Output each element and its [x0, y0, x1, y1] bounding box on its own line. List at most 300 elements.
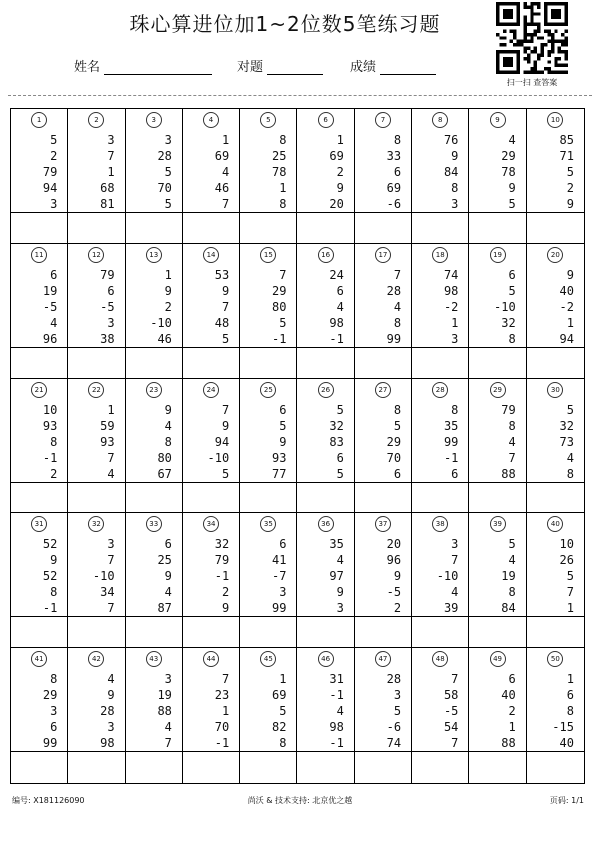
- answer-box[interactable]: [527, 752, 584, 783]
- addend-value: 8: [50, 585, 58, 600]
- addend-value: 99: [272, 601, 287, 616]
- addend-value: 3: [451, 197, 459, 211]
- addend-value: 5: [336, 402, 344, 417]
- addend-value: 93: [42, 418, 58, 433]
- problem-cell: [412, 244, 469, 379]
- addend-value: 7: [566, 585, 574, 600]
- problem-cell: [527, 244, 584, 379]
- addend-value: -15: [552, 720, 574, 735]
- problem-cell: [126, 648, 183, 783]
- addend-value: -6: [386, 720, 402, 735]
- addend-value: 6: [279, 402, 287, 417]
- score-blank-line[interactable]: [380, 60, 436, 75]
- addend-value: -1: [443, 450, 459, 465]
- answer-box[interactable]: [412, 483, 468, 513]
- addend-list: [43, 132, 57, 212]
- addend-list: [444, 402, 458, 482]
- addend-value: 1: [566, 601, 574, 616]
- problem-cell: [126, 513, 183, 648]
- problem-cell: [469, 379, 526, 514]
- addend-value: 6: [50, 267, 58, 282]
- answer-box[interactable]: [11, 483, 67, 513]
- problem-cell: [240, 379, 297, 514]
- addend-value: 9: [221, 283, 230, 298]
- problem-cell: [126, 379, 183, 514]
- answer-box[interactable]: [11, 213, 67, 243]
- addend-value: 28: [157, 149, 172, 163]
- addend-value: 98: [329, 720, 344, 735]
- addend-list: [100, 132, 114, 212]
- problem-cell: [68, 109, 125, 244]
- qr-code-icon: [496, 2, 568, 74]
- problem-cell: [527, 109, 584, 244]
- addend-value: 6: [336, 283, 344, 298]
- answer-box[interactable]: [11, 752, 67, 783]
- score-field[interactable]: [350, 56, 436, 75]
- addend-value: -1: [42, 601, 58, 616]
- addend-list: [560, 536, 574, 616]
- problem-number-badge: 7: [375, 112, 391, 128]
- addend-value: 9: [393, 569, 402, 584]
- addend-value: 1: [508, 720, 516, 735]
- addend-value: 5: [393, 704, 402, 719]
- addend-value: 24: [329, 267, 344, 282]
- answer-box[interactable]: [527, 483, 584, 513]
- problem-number-badge: 33: [146, 516, 162, 532]
- addend-value: 97: [329, 569, 344, 584]
- problem-number-badge: 17: [375, 247, 391, 263]
- addend-value: 6: [279, 537, 287, 552]
- addend-list: [387, 132, 401, 212]
- addend-value: 1: [566, 672, 574, 687]
- addend-value: -10: [494, 299, 516, 314]
- problem-cell: [126, 244, 183, 379]
- answer-box[interactable]: [527, 617, 584, 647]
- problem-cell: [68, 513, 125, 648]
- cut-line-divider: [8, 95, 592, 96]
- addend-value: -5: [443, 704, 459, 719]
- addend-value: 4: [508, 434, 516, 449]
- correct-count-field[interactable]: [237, 56, 323, 75]
- addend-value: 9: [50, 553, 58, 568]
- addend-value: 28: [100, 704, 115, 719]
- addend-list: [272, 267, 286, 347]
- addend-value: 69: [272, 688, 287, 703]
- addend-value: 5: [279, 704, 287, 719]
- addend-value: 46: [214, 181, 230, 195]
- addend-list: [100, 267, 114, 347]
- problem-cell: [11, 244, 68, 379]
- name-blank-line[interactable]: [104, 60, 212, 75]
- addend-value: 94: [42, 181, 58, 195]
- addend-value: 4: [107, 672, 115, 687]
- addend-value: 94: [559, 331, 574, 346]
- addend-value: -5: [100, 299, 115, 314]
- addend-list: [329, 402, 343, 482]
- answer-box[interactable]: [469, 348, 525, 378]
- addend-value: 93: [100, 434, 115, 449]
- addend-value: 8: [393, 315, 402, 330]
- addend-value: 3: [164, 672, 172, 687]
- problem-cell: [412, 513, 469, 648]
- addend-value: 4: [566, 450, 574, 465]
- addend-value: 76: [443, 133, 459, 147]
- addend-value: 9: [451, 149, 459, 163]
- addend-value: 6: [164, 537, 172, 552]
- addend-list: [387, 402, 401, 482]
- problem-cell: [469, 513, 526, 648]
- addend-value: 2: [50, 149, 58, 163]
- addend-list: [43, 671, 57, 751]
- addend-value: -7: [272, 569, 287, 584]
- problem-number-badge: 48: [432, 651, 448, 667]
- addend-value: 10: [42, 402, 58, 417]
- addend-value: -10: [150, 315, 172, 330]
- addend-value: 2: [508, 704, 516, 719]
- answer-box[interactable]: [240, 617, 296, 647]
- addend-value: 46: [157, 331, 172, 346]
- answer-box[interactable]: [297, 617, 353, 647]
- addend-value: 1: [221, 704, 230, 719]
- answer-box[interactable]: [11, 348, 67, 378]
- answer-box[interactable]: [68, 752, 124, 783]
- addend-list: [387, 536, 401, 616]
- addend-value: -1: [214, 569, 230, 584]
- answer-box[interactable]: [183, 617, 239, 647]
- footer-page-number: 页码: 1/1: [549, 796, 584, 805]
- addend-value: 1: [107, 402, 115, 417]
- answer-box[interactable]: [355, 483, 411, 513]
- addend-value: 82: [272, 720, 287, 735]
- problem-number-badge: 39: [490, 516, 506, 532]
- addend-value: 5: [336, 466, 344, 481]
- addend-value: 32: [214, 537, 230, 552]
- addend-list: [501, 402, 515, 482]
- problem-number-badge: 28: [432, 382, 448, 398]
- answer-box[interactable]: [297, 483, 353, 513]
- answer-box[interactable]: [527, 213, 584, 243]
- addend-value: 58: [443, 688, 459, 703]
- answer-box[interactable]: [68, 483, 124, 513]
- addend-value: 7: [221, 299, 230, 314]
- addend-value: 19: [42, 283, 58, 298]
- answer-box[interactable]: [240, 752, 296, 783]
- correct-count-blank-line[interactable]: [267, 60, 323, 75]
- addend-list: [150, 267, 172, 347]
- addend-value: 53: [214, 267, 230, 282]
- addend-value: 4: [508, 133, 516, 147]
- answer-box[interactable]: [126, 348, 182, 378]
- problem-cell: [11, 109, 68, 244]
- problem-cell: [355, 109, 412, 244]
- addend-value: 1: [566, 315, 574, 330]
- addend-list: [552, 671, 574, 751]
- answer-box[interactable]: [469, 213, 525, 243]
- problem-number-badge: 21: [31, 382, 47, 398]
- answer-box[interactable]: [469, 752, 525, 783]
- problem-cell: [240, 244, 297, 379]
- addend-value: 29: [42, 688, 58, 703]
- problem-cell: [68, 648, 125, 783]
- answer-box[interactable]: [240, 483, 296, 513]
- addend-value: 3: [164, 133, 172, 147]
- addend-value: 68: [100, 181, 115, 195]
- addend-value: 6: [508, 267, 516, 282]
- addend-value: 28: [386, 283, 402, 298]
- addend-value: 31: [329, 672, 344, 687]
- addend-value: 9: [336, 585, 344, 600]
- addend-value: 8: [451, 181, 459, 195]
- addend-value: 8: [279, 736, 287, 751]
- addend-value: 6: [50, 720, 58, 735]
- problem-number-badge: 47: [375, 651, 391, 667]
- addend-value: 59: [100, 418, 115, 433]
- addend-value: 70: [214, 720, 230, 735]
- addend-value: 8: [566, 704, 574, 719]
- addend-value: -10: [92, 569, 115, 584]
- addend-value: -5: [386, 585, 402, 600]
- answer-box[interactable]: [240, 348, 296, 378]
- addend-list: [208, 402, 230, 482]
- problem-number-badge: 24: [203, 382, 219, 398]
- addend-value: 80: [157, 450, 172, 465]
- addend-list: [272, 402, 286, 482]
- addend-value: 99: [443, 434, 459, 449]
- addend-value: 4: [107, 466, 115, 481]
- answer-box[interactable]: [412, 752, 468, 783]
- addend-list: [501, 671, 515, 751]
- answer-box[interactable]: [11, 617, 67, 647]
- addend-list: [444, 671, 458, 751]
- page-title: 珠心算进位加1~2位数5笔练习题: [129, 12, 441, 36]
- problem-cell: [297, 244, 354, 379]
- answer-box[interactable]: [412, 348, 468, 378]
- addend-value: 98: [100, 736, 115, 751]
- problem-cell: [68, 379, 125, 514]
- addend-list: [329, 267, 343, 347]
- problem-cell: [183, 379, 240, 514]
- problem-number-badge: 1: [31, 112, 47, 128]
- addend-value: 77: [272, 466, 287, 481]
- addend-value: 99: [42, 736, 58, 751]
- answer-box[interactable]: [126, 483, 182, 513]
- answer-box[interactable]: [355, 213, 411, 243]
- addend-value: 19: [157, 688, 172, 703]
- addend-value: 6: [107, 283, 115, 298]
- answer-box[interactable]: [68, 617, 124, 647]
- answer-box[interactable]: [183, 213, 239, 243]
- addend-value: 5: [164, 165, 172, 179]
- addend-value: 79: [42, 165, 58, 179]
- addend-value: 4: [336, 299, 344, 314]
- problem-grid: [10, 108, 585, 784]
- addend-value: 40: [501, 688, 516, 703]
- problem-cell: [527, 379, 584, 514]
- problem-cell: [297, 109, 354, 244]
- addend-value: 3: [107, 133, 115, 147]
- addend-value: 33: [386, 149, 402, 163]
- addend-list: [157, 671, 171, 751]
- addend-value: 8: [164, 434, 172, 449]
- addend-value: 85: [559, 133, 574, 147]
- addend-value: 41: [272, 553, 287, 568]
- addend-value: 71: [559, 149, 574, 163]
- addend-value: 8: [393, 402, 402, 417]
- problem-number-badge: 34: [203, 516, 219, 532]
- name-field[interactable]: [74, 56, 212, 75]
- answer-box[interactable]: [469, 483, 525, 513]
- addend-list: [494, 267, 516, 347]
- addend-value: 1: [164, 267, 172, 282]
- problem-number-badge: 26: [318, 382, 334, 398]
- addend-value: -1: [42, 450, 58, 465]
- addend-value: 23: [214, 688, 230, 703]
- footer-code: 编号: X181126090: [12, 796, 85, 805]
- addend-value: 4: [336, 553, 344, 568]
- problem-cell: [469, 648, 526, 783]
- answer-box[interactable]: [355, 752, 411, 783]
- addend-value: 6: [508, 672, 516, 687]
- answer-box[interactable]: [183, 752, 239, 783]
- answer-box[interactable]: [183, 348, 239, 378]
- addend-value: 79: [501, 402, 516, 417]
- problem-cell: [469, 244, 526, 379]
- addend-list: [215, 267, 229, 347]
- addend-value: 35: [329, 537, 344, 552]
- problem-number-badge: 2: [88, 112, 104, 128]
- problem-number-badge: 16: [318, 247, 334, 263]
- addend-value: -1: [329, 688, 344, 703]
- answer-box[interactable]: [355, 348, 411, 378]
- addend-list: [272, 536, 286, 616]
- addend-value: 70: [157, 181, 172, 195]
- problem-cell: [240, 513, 297, 648]
- addend-value: 2: [221, 585, 230, 600]
- addend-value: 5: [393, 418, 402, 433]
- addend-value: 9: [221, 601, 230, 616]
- addend-value: 98: [443, 283, 459, 298]
- addend-value: 4: [508, 553, 516, 568]
- addend-value: 19: [501, 569, 516, 584]
- answer-box[interactable]: [240, 213, 296, 243]
- addend-value: 29: [386, 434, 402, 449]
- addend-value: 9: [221, 418, 230, 433]
- addend-value: 87: [157, 601, 172, 616]
- addend-list: [215, 132, 229, 212]
- addend-list: [93, 536, 115, 616]
- problem-number-badge: 13: [146, 247, 162, 263]
- answer-box[interactable]: [126, 617, 182, 647]
- addend-value: 98: [329, 315, 344, 330]
- addend-value: 9: [508, 181, 516, 195]
- problem-number-badge: 49: [490, 651, 506, 667]
- addend-list: [560, 267, 574, 347]
- addend-list: [501, 536, 515, 616]
- addend-value: 1: [279, 181, 287, 195]
- addend-value: 20: [329, 197, 344, 211]
- name-label: 姓名: [74, 60, 101, 75]
- problem-number-badge: 3: [146, 112, 162, 128]
- answer-box[interactable]: [297, 752, 353, 783]
- addend-value: -1: [214, 736, 230, 751]
- answer-box[interactable]: [183, 483, 239, 513]
- problem-cell: [355, 513, 412, 648]
- addend-value: 1: [279, 672, 287, 687]
- addend-value: 9: [336, 181, 344, 195]
- answer-box[interactable]: [126, 213, 182, 243]
- problem-cell: [412, 379, 469, 514]
- addend-value: 54: [443, 720, 459, 735]
- addend-value: 7: [279, 267, 287, 282]
- addend-value: 74: [386, 736, 402, 751]
- problem-cell: [297, 513, 354, 648]
- addend-value: 9: [164, 569, 172, 584]
- addend-value: 7: [221, 672, 230, 687]
- addend-list: [215, 671, 229, 751]
- problem-number-badge: 45: [260, 651, 276, 667]
- addend-list: [272, 671, 286, 751]
- answer-box[interactable]: [469, 617, 525, 647]
- addend-value: 99: [386, 331, 402, 346]
- problem-number-badge: 30: [547, 382, 563, 398]
- addend-value: 8: [566, 466, 574, 481]
- answer-box[interactable]: [412, 213, 468, 243]
- addend-value: 8: [393, 133, 402, 147]
- addend-value: 1: [221, 133, 230, 147]
- addend-value: 39: [443, 601, 459, 616]
- footer-support: 尚沃 & 技术支持: 北京优之越: [247, 796, 353, 805]
- addend-value: 5: [566, 165, 574, 179]
- problem-number-badge: 22: [88, 382, 104, 398]
- problem-number-badge: 9: [490, 112, 506, 128]
- addend-value: 7: [451, 736, 459, 751]
- addend-value: 32: [559, 418, 574, 433]
- addend-value: 52: [42, 537, 58, 552]
- addend-value: 35: [443, 418, 459, 433]
- answer-box[interactable]: [412, 617, 468, 647]
- answer-box[interactable]: [527, 348, 584, 378]
- addend-value: 5: [221, 331, 230, 346]
- problem-cell: [412, 648, 469, 783]
- addend-value: 40: [559, 283, 574, 298]
- answer-box[interactable]: [297, 348, 353, 378]
- addend-value: 3: [107, 720, 115, 735]
- addend-value: 79: [100, 267, 115, 282]
- addend-value: 1: [336, 133, 344, 147]
- problem-cell: [527, 513, 584, 648]
- problem-number-badge: 40: [547, 516, 563, 532]
- addend-value: 93: [272, 450, 287, 465]
- addend-value: 83: [329, 434, 344, 449]
- addend-value: 5: [221, 466, 230, 481]
- addend-value: 3: [279, 585, 287, 600]
- addend-value: 3: [336, 601, 344, 616]
- answer-box[interactable]: [355, 617, 411, 647]
- addend-value: 4: [336, 704, 344, 719]
- answer-box[interactable]: [68, 348, 124, 378]
- answer-box[interactable]: [297, 213, 353, 243]
- addend-value: 5: [508, 283, 516, 298]
- addend-value: 8: [279, 197, 287, 211]
- addend-value: 7: [451, 553, 459, 568]
- answer-box[interactable]: [126, 752, 182, 783]
- addend-value: -5: [42, 299, 58, 314]
- answer-box[interactable]: [68, 213, 124, 243]
- addend-list: [272, 132, 286, 212]
- addend-value: 9: [279, 434, 287, 449]
- addend-list: [43, 267, 57, 347]
- addend-value: 2: [566, 181, 574, 195]
